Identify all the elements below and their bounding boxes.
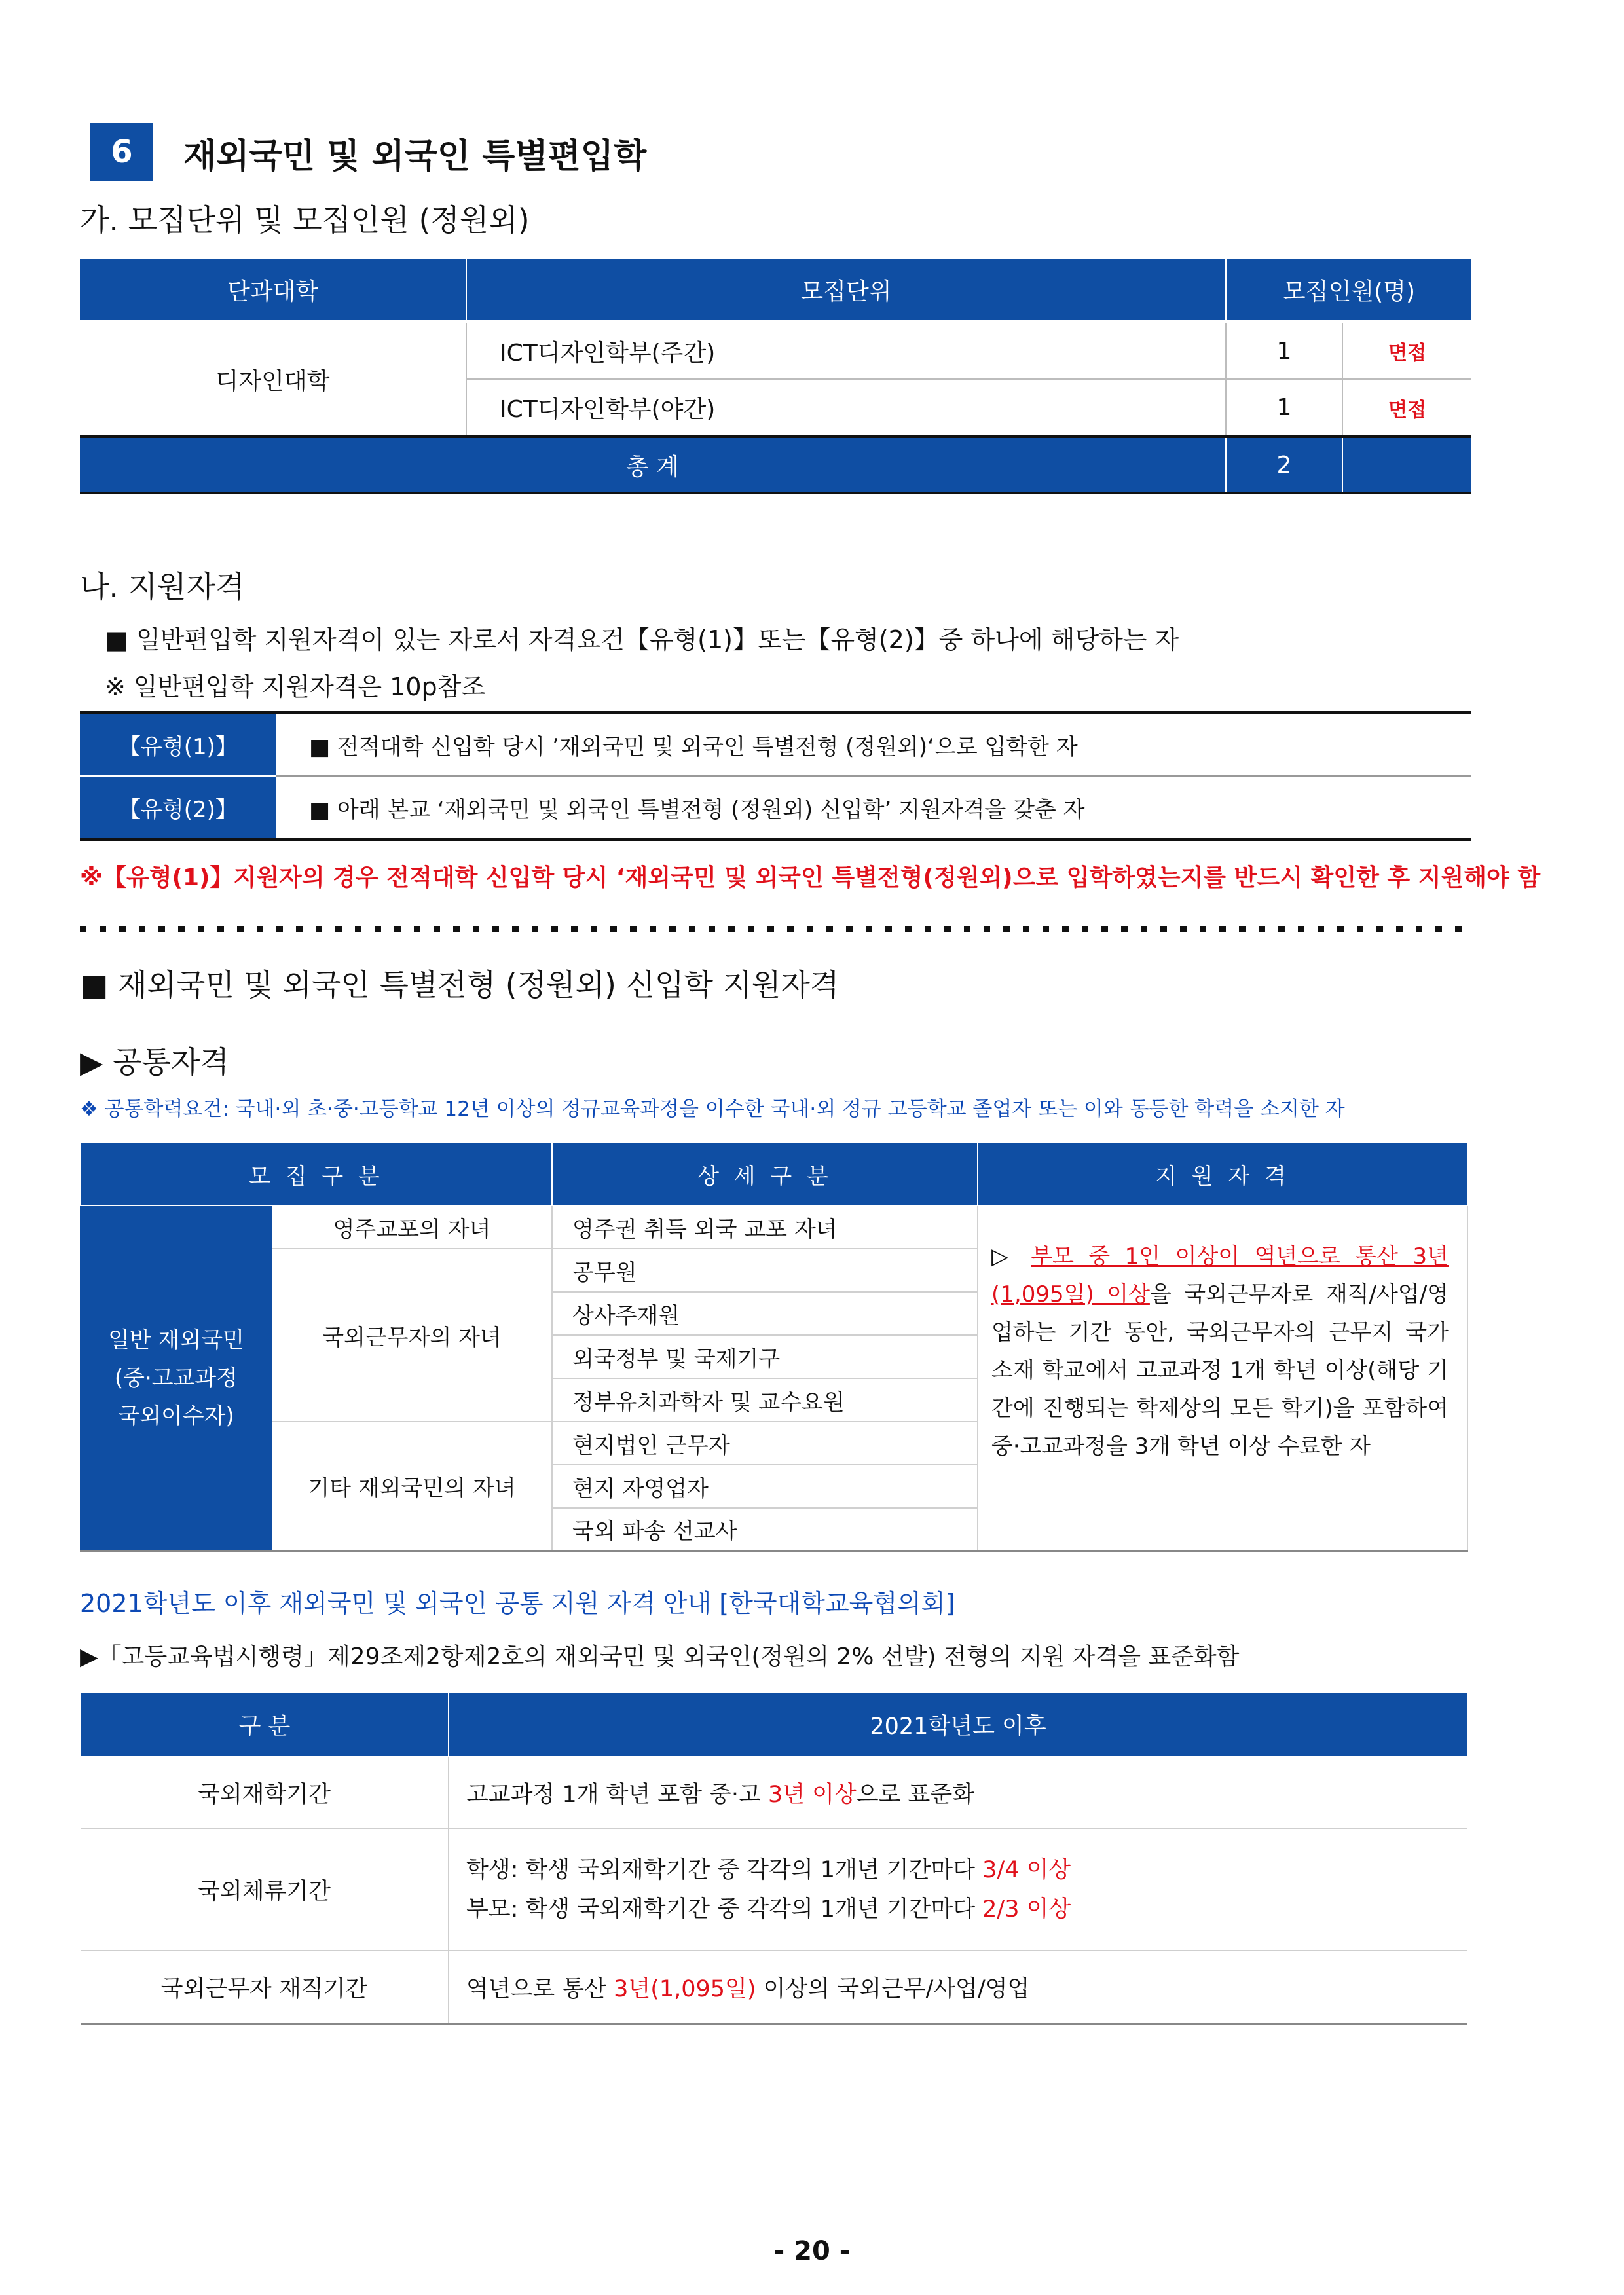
row2-student-red: 3/4 이상 (982, 1857, 1071, 1883)
qual-rest-text: 을 국외근무자로 재직/사업/영업하는 기간 동안, 국외근무자의 근무지 국가 소재 학교에서 고교과정 1개 학년 이상(해당 기간에 진행되는 학제상의 모든 학기)을 포함하여 중·고교과정을 3개 학년 이상 수료한 자 (991, 1281, 1449, 1460)
group-name: 국외근무자의 자녀 (272, 1249, 552, 1422)
unit-cell: ICT디자인학부(주간) (466, 321, 1226, 379)
row2-label: 국외체류기간 (81, 1829, 449, 1951)
page-number: - 20 - (773, 2236, 851, 2266)
unit-cell: ICT디자인학부(야간) (466, 379, 1226, 437)
detail-cell: 정부유치과학자 및 교수요원 (552, 1378, 978, 1422)
count-cell: 1 (1226, 379, 1342, 437)
header-unit: 모집단위 (466, 259, 1226, 321)
qualification-table (80, 1142, 1468, 1552)
common-heading: ▶ 공통자격 (80, 1044, 229, 1080)
freshman-heading: ■ 재외국민 및 외국인 특별전형 (정원외) 신입학 지원자격 (80, 967, 840, 1002)
detail-cell: 상사주재원 (552, 1292, 978, 1335)
category-line: 일반 재외국민 (108, 1327, 244, 1353)
type2-label: 【유형(2)】 (80, 776, 276, 839)
header-2021: 2021학년도 이후 (449, 1693, 1467, 1757)
eligibility-heading: 나. 지원자격 (80, 569, 245, 604)
category-cell (81, 1205, 272, 1551)
qualification-cell (978, 1205, 1467, 1551)
row3-label: 국외근무자 재직기간 (81, 1951, 449, 2024)
header-category: 모 집 구 분 (81, 1143, 552, 1205)
method-cell: 면접 (1342, 321, 1471, 379)
row1-text (449, 1757, 1467, 1829)
header-count: 모집인원(명) (1226, 259, 1471, 321)
eligibility-line2: ※ 일반편입학 지원자격은 10p참조 (105, 672, 486, 701)
header-division: 구 분 (81, 1693, 449, 1757)
standard-heading: 2021학년도 이후 재외국민 및 외국인 공통 지원 자격 안내 [한국대학교육협의회] (80, 1589, 955, 1618)
row3-post: 이상의 국외근무/사업/영업 (756, 1975, 1030, 2002)
row1-label: 국외재학기간 (81, 1757, 449, 1829)
row3-red: 3년(1,095일) (614, 1975, 756, 2002)
row2-parent-red: 2/3 이상 (982, 1896, 1071, 1922)
detail-cell: 국외 파송 선교사 (552, 1508, 978, 1551)
total-label: 총 계 (80, 437, 1226, 493)
row1-pre: 고교과정 1개 학년 포함 중·고 (466, 1782, 768, 1808)
type1-desc: ■ 전적대학 신입학 당시 ’재외국민 및 외국인 특별전형 (정원외)‘으로 입학한 자 (276, 712, 1471, 776)
qual-red-text: 부모 중 1인 이상이 역년으로 통산 3년 (1,095일) 이상 (991, 1243, 1449, 1308)
row1-post: 으로 표준화 (856, 1782, 974, 1808)
type-table (80, 711, 1471, 841)
category-line: (중·고교과정 (114, 1365, 238, 1391)
type2-desc: ■ 아래 본교 ‘재외국민 및 외국인 특별전형 (정원외) 신입학’ 지원자격을 갖춘 자 (276, 776, 1471, 839)
detail-cell: 공무원 (552, 1249, 978, 1292)
dotted-divider (80, 926, 1471, 932)
row3-pre: 역년으로 통산 (466, 1975, 614, 2002)
recruit-heading: 가. 모집단위 및 모집인원 (정원외) (80, 202, 530, 238)
common-note: ❖ 공통학력요건: 국내·외 초·중·고등학교 12년 이상의 정규교육과정을 이수한 국내·외 정규 고등학교 졸업자 또는 이와 동등한 학력을 소지한 자 (80, 1097, 1345, 1121)
header-qualification: 지 원 자 격 (978, 1143, 1467, 1205)
type1-label: 【유형(1)】 (80, 712, 276, 776)
detail-cell: 영주권 취득 외국 교포 자녀 (552, 1205, 978, 1249)
row3-text (449, 1951, 1467, 2024)
header-detail: 상 세 구 분 (552, 1143, 978, 1205)
qual-marker: ▷ (991, 1243, 1016, 1270)
total-empty (1342, 437, 1471, 493)
section-number: 6 (90, 123, 153, 181)
detail-cell: 외국정부 및 국제기구 (552, 1335, 978, 1378)
count-cell: 1 (1226, 321, 1342, 379)
standard-table (80, 1692, 1468, 2025)
recruit-table (80, 259, 1471, 494)
detail-cell: 현지 자영업자 (552, 1465, 978, 1508)
eligibility-note: ※【유형(1)】지원자의 경우 전적대학 신입학 당시 ‘재외국민 및 외국인 특별전형(정원외)으로 입학하였는지를 반드시 확인한 후 지원해야 함 (80, 864, 1541, 891)
eligibility-line1: ■ 일반편입학 지원자격이 있는 자로서 자격요건【유형(1)】또는【유형(2)】중 하나에 해당하는 자 (105, 625, 1179, 654)
row2-text (449, 1829, 1467, 1951)
category-line: 국외이수자) (118, 1403, 234, 1429)
method-cell: 면접 (1342, 379, 1471, 437)
section-title: 재외국민 및 외국인 특별편입학 (183, 137, 647, 176)
total-count: 2 (1226, 437, 1342, 493)
header-college: 단과대학 (80, 259, 466, 321)
college-cell: 디자인대학 (80, 321, 466, 437)
standard-intro: ▶「고등교육법시행령」제29조제2항제2호의 재외국민 및 외국인(정원의 2% 선발) 전형의 지원 자격을 표준화함 (80, 1643, 1240, 1670)
row2-parent-pre: 부모: 학생 국외재학기간 중 각각의 1개년 기간마다 (466, 1896, 983, 1922)
row2-student-pre: 학생: 학생 국외재학기간 중 각각의 1개년 기간마다 (466, 1857, 983, 1883)
group-name: 기타 재외국민의 자녀 (272, 1422, 552, 1551)
group-name: 영주교포의 자녀 (272, 1205, 552, 1249)
row1-red: 3년 이상 (767, 1782, 857, 1808)
detail-cell: 현지법인 근무자 (552, 1422, 978, 1465)
